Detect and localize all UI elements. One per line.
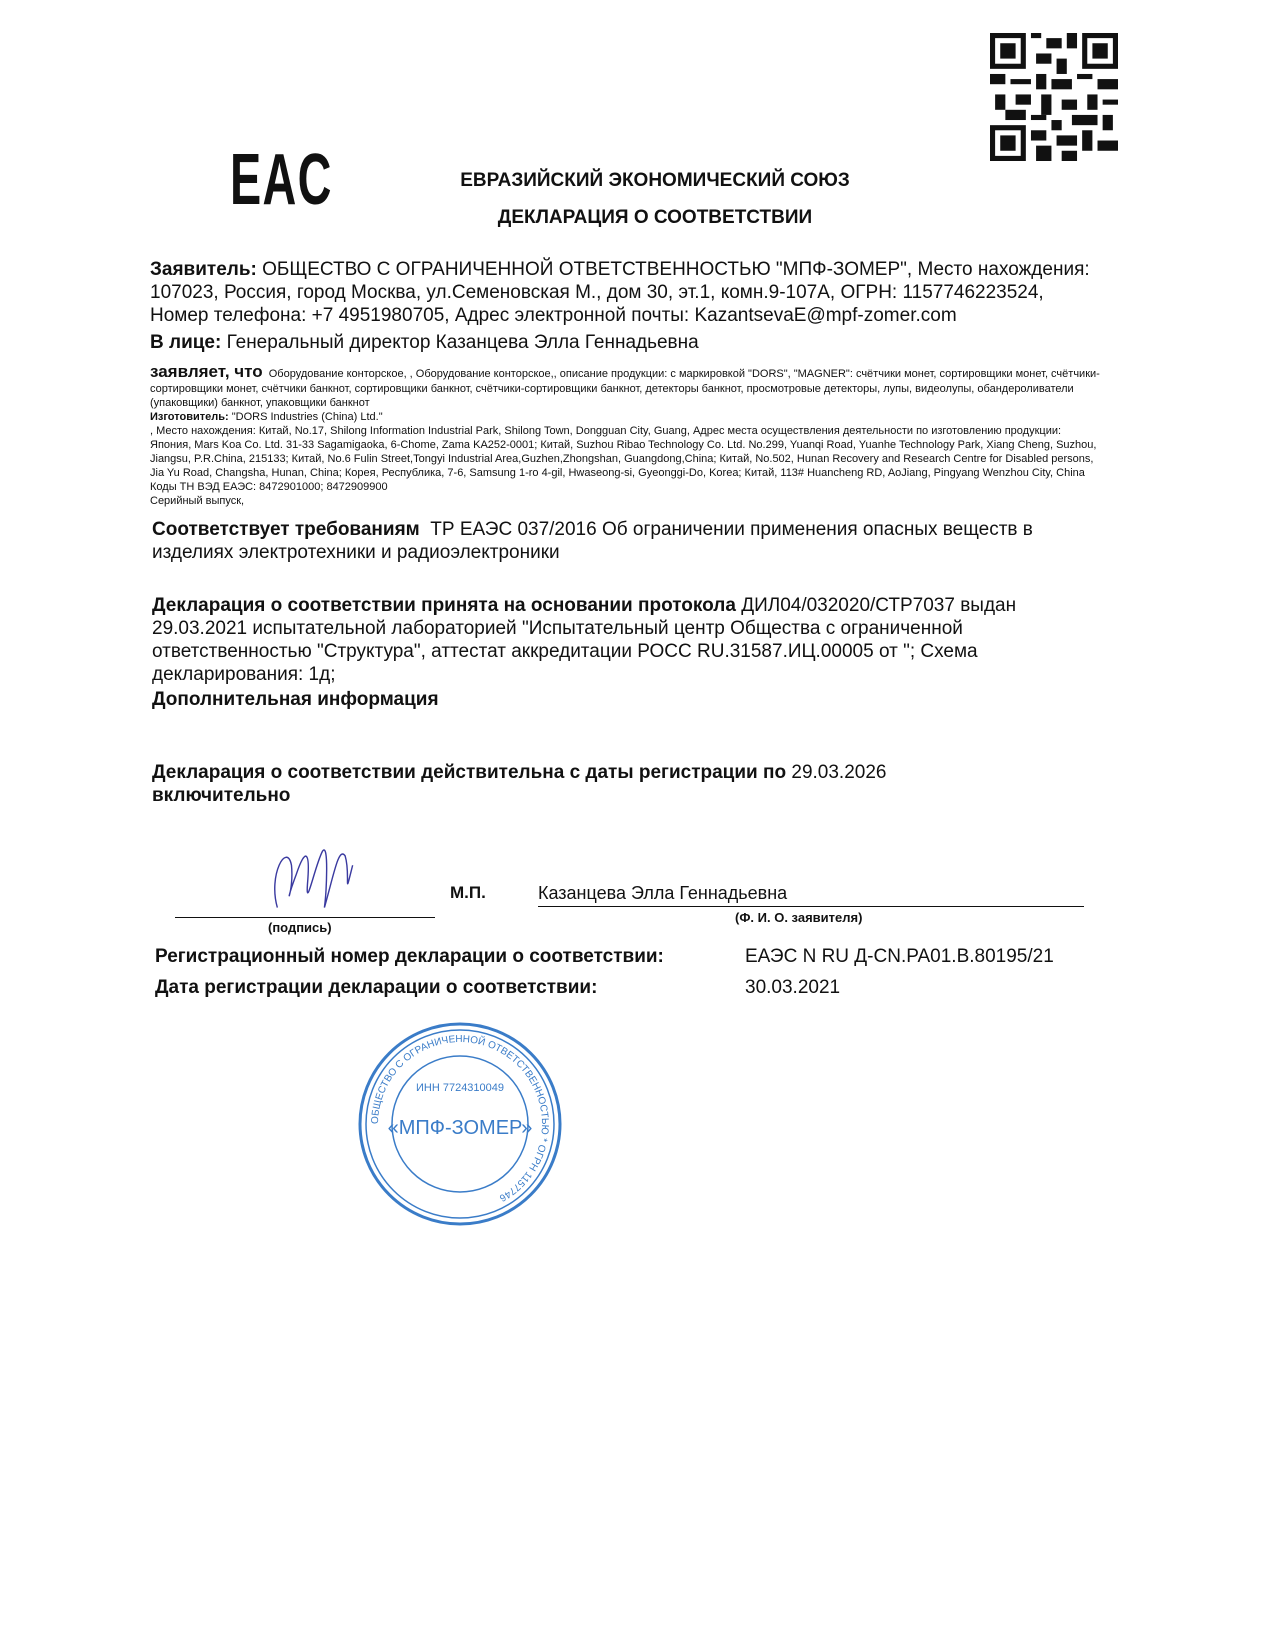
basis-text: ДИЛ04/032020/СТР7037 выдан 29.03.2021 испытательной лабораторией "Испытательный центр Общества с ограниченной ответственностью "Структура", аттестат аккредитации РОСС RU.31587.ИЦ.00005 от "; Схема декларирования: 1д; (152, 595, 1017, 685)
stamp-ring-text: ОБЩЕСТВО С ОГРАНИЧЕННОЙ ОТВЕТСТВЕННОСТЬЮ * ОГРН 1157746 (369, 1033, 551, 1204)
registration-number: ЕАЭС N RU Д-CN.PA01.B.80195/21 (745, 946, 1054, 967)
qr-code[interactable] (990, 33, 1118, 161)
basis-label: Декларация о соответствии принята на основании протокола (152, 595, 736, 616)
seal-placeholder: М.П. (450, 883, 486, 902)
conforms-label: Соответствует требованиям (152, 519, 420, 540)
declares-label: заявляет, что (150, 362, 263, 381)
handwritten-signature (265, 837, 365, 917)
registration-date-label: Дата регистрации декларации о соответствии: (155, 977, 598, 998)
registration-number-label: Регистрационный номер декларации о соответствии: (155, 946, 664, 967)
stamp-inn: ИНН 7724310049 (415, 1082, 505, 1094)
signature-block (150, 847, 1100, 935)
document-title: ДЕКЛАРАЦИЯ О СООТВЕТСТВИИ (497, 207, 813, 228)
document-body (150, 258, 1100, 1229)
manufacturer-label: Изготовитель: (150, 411, 229, 423)
validity-label: Декларация о соответствии действительна с даты регистрации по (152, 762, 787, 783)
represented-label: В лице: (150, 332, 222, 353)
name-line (538, 906, 1084, 907)
hs-codes: Коды ТН ВЭД ЕАЭС: 8472901000; 8472909900 (150, 481, 388, 493)
manufacturer-name: "DORS Industries (China) Ltd." (231, 411, 383, 423)
registration-date-row (150, 976, 1100, 999)
applicant-text: ОБЩЕСТВО С ОГРАНИЧЕННОЙ ОТВЕТСТВЕННОСТЬЮ "МПФ-ЗОМЕР", Место нахождения: 107023, Россия, город Москва, ул.Семеновская М., дом 30, эт.1, комн.9-107А, ОГРН: 1157746223524, Номер телефона: +7 4951980705, Адрес электронной почты: KazantsevaE@mpf-zomer.com (150, 259, 1090, 326)
conforms-text: ТР ЕАЭС 037/2016 Об ограничении применения опасных веществ в изделиях электротехники и радиоэлектроники (152, 519, 1033, 563)
name-caption: (Ф. И. О. заявителя) (735, 910, 863, 925)
represented-section (150, 331, 1100, 354)
validity-suffix: включительно (152, 785, 291, 806)
registration-date: 30.03.2021 (745, 977, 841, 998)
conforms-section (152, 518, 1097, 564)
declares-section (150, 362, 1100, 508)
stamp-center: «МПФ-ЗОМЕР» (387, 1117, 533, 1139)
validity-section (152, 761, 972, 807)
serial-production: Серийный выпуск, (150, 495, 245, 507)
manufacturer-address: , Место нахождения: Китай, No.17, Shilong Information Industrial Park, Shilong Town, Dongguan City, Guang, Адрес места осуществления деятельности по изготовлению продукции: Япония, Mars Koa Co. Ltd. 31-33 Sagamigaoka, 6-Chome, Zama KA252-0001; Китай, Suzhou Ribao Technology Co. Ltd. No.299, Yuanqi Road, Yuanhe Technology Park, Xiang Cheng, Suzhou, Jiangsu, P.R.China, 215133; Китай, No.6 Fulin Street,Tongyi Industrial Area,Guzhen,Zhongshan, Guangdong,China; Китай, No.502, Hunan Recovery and Research Centre for Disabled persons, Jia Yu Road, Changsha, Hunan, China; Корея, Республика, 7-6, Samsung 1-ro 4-gil, Hwaseong-si, Gyeonggi-Do, Korea; Китай, 113# Huancheng RD, AoJiang, Pingyang Wenzhou City, China (150, 425, 1097, 479)
union-title: ЕВРАЗИЙСКИЙ ЭКОНОМИЧЕСКИЙ СОЮЗ (460, 170, 850, 191)
signature-caption: (подпись) (268, 920, 332, 935)
validity-date: 29.03.2026 (791, 762, 887, 783)
signature-line (175, 917, 435, 918)
company-stamp (355, 1019, 565, 1229)
registration-number-row (150, 945, 1100, 968)
applicant-section (150, 258, 1090, 327)
additional-info-label: Дополнительная информация (152, 689, 439, 710)
declares-text: Оборудование конторское, , Оборудование конторское,, описание продукции: с маркировкой "DORS", "MAGNER": счётчики монет, сортировщики монет, счётчики-сортировщики монет, счётчики банкнот, сортировщики банкнот, счётчики-сортировщики банкнот, детекторы банкнот, просмотровые детекторы, лупы, видеолупы, обандероливатели (упаковщики) банкнот, упаковщики банкнот (150, 368, 1100, 409)
applicant-label: Заявитель: (150, 259, 257, 280)
eac-logo: EAC (230, 140, 333, 220)
represented-text: Генеральный директор Казанцева Элла Геннадьевна (226, 332, 699, 353)
signatory-name: Казанцева Элла Геннадьевна (538, 883, 788, 903)
basis-section (152, 594, 1072, 686)
